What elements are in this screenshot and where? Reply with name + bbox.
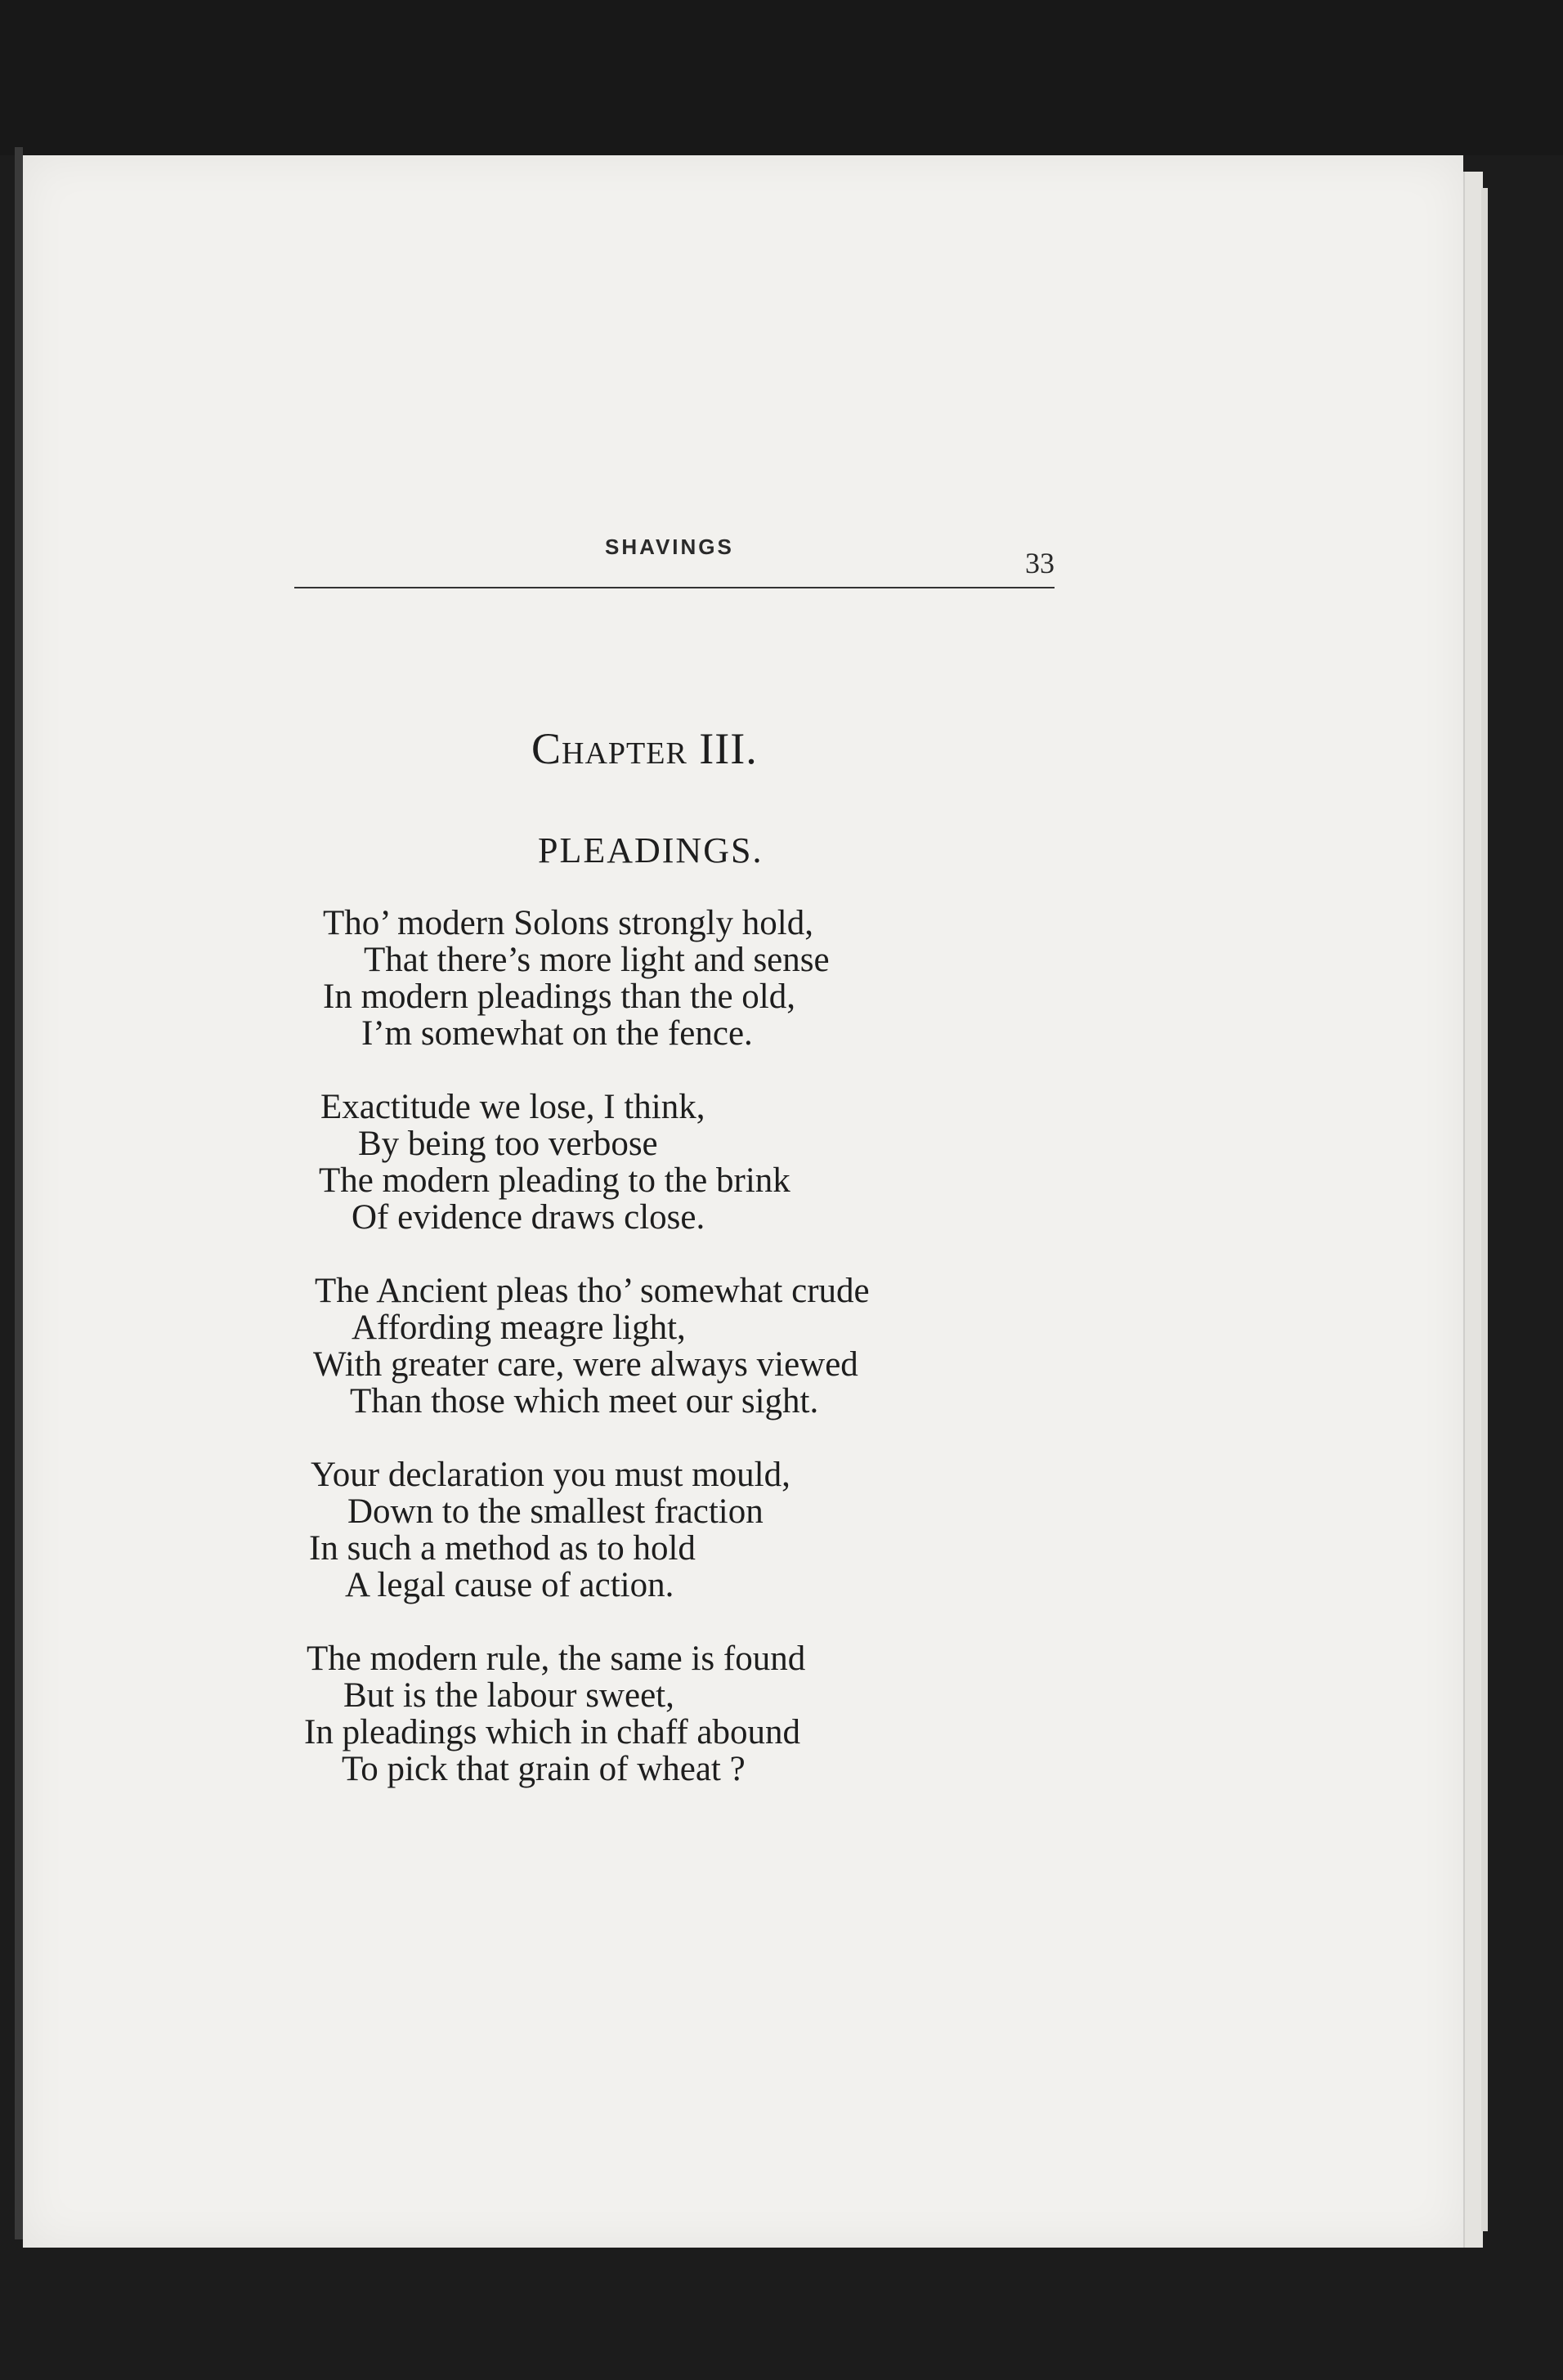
poem-line: The modern pleading to the brink [319,1161,790,1200]
poem-line: In modern pleadings than the old, [323,978,795,1016]
poem-line: That there’s more light and sense [364,941,830,979]
poem-line: I’m somewhat on the fence. [361,1014,753,1053]
poem-line: The modern rule, the same is found [307,1640,806,1678]
page-number: 33 [1025,547,1055,579]
section-title: PLEADINGS. [538,830,764,870]
poem-line: Your declaration you must mould, [311,1456,790,1494]
poem-line: A legal cause of action. [345,1566,674,1604]
poem-line: Exactitude we lose, I think, [320,1088,705,1126]
chapter-title: Chapter III. [531,724,758,773]
poem-line: To pick that grain of wheat ? [342,1750,746,1788]
poem-line: By being too verbose [358,1125,658,1163]
poem-line: In pleadings which in chaff abound [304,1713,801,1751]
poem-line: Of evidence draws close. [352,1198,705,1237]
poem-line: The Ancient pleas tho’ somewhat crude [315,1272,870,1310]
poem-line: Than those which meet our sight. [350,1382,819,1420]
poem-line: Tho’ modern Solons strongly hold, [323,904,813,942]
poem-line: In such a method as to hold [309,1529,696,1568]
poem-line: With greater care, were always viewed [313,1345,858,1384]
running-head: SHAVINGS [605,535,734,559]
poem-line: Affording meagre light, [352,1309,686,1347]
poem-line: Down to the smallest fraction [347,1492,764,1531]
poem-line: But is the labour sweet, [343,1676,674,1715]
